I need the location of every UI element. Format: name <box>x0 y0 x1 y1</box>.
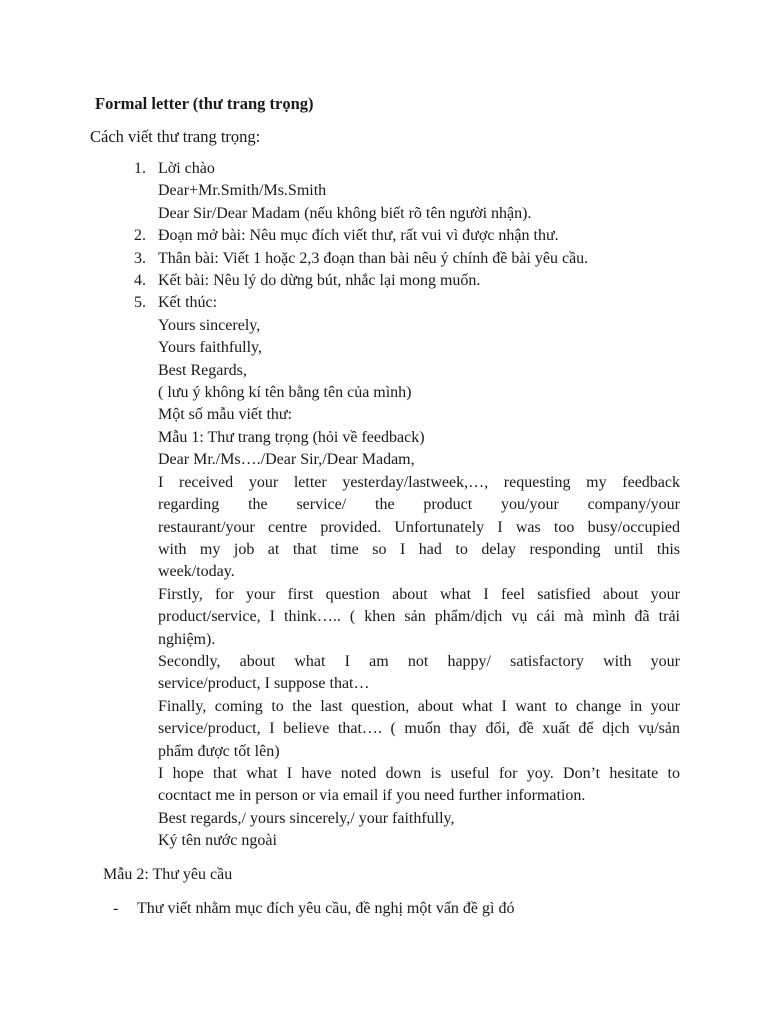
text-line: Thân bài: Viết 1 hoặc 2,3 đoạn than bài nêu ý chính đề bài yêu cầu. <box>158 249 589 267</box>
text-line: Kết bài: Nêu lý do dừng bút, nhắc lại mong muốn. <box>158 272 481 290</box>
list-item <box>120 225 680 247</box>
text-line: Yours faithfully, <box>158 339 263 357</box>
text-line: Best Regards, <box>158 361 247 379</box>
letter-paragraph <box>158 584 680 651</box>
list-item <box>120 270 680 292</box>
steps-list <box>120 158 680 853</box>
list-number: 3. <box>134 249 146 267</box>
text-line: Lời chào <box>158 160 215 177</box>
text-line: Một số mẫu viết thư: <box>158 406 292 424</box>
list-number: 1. <box>134 160 146 177</box>
list-number: 2. <box>134 227 146 245</box>
intro-text: Cách viết thư trang trọng: <box>90 127 261 146</box>
text-line: Dear Mr./Ms…./Dear Sir,/Dear Madam, <box>158 451 415 469</box>
letter-paragraph <box>158 651 680 696</box>
text-line: Yours sincerely, <box>158 316 261 334</box>
text-line: I received your letter yesterday/lastweek,…, requesting my feedback <box>158 473 680 491</box>
text-line: phẩm được tốt lên) <box>158 742 280 760</box>
text-line: Finally, coming to the last question, about what I want to change in your <box>158 697 680 715</box>
document-title: Formal letter (thư trang trọng) <box>95 94 314 113</box>
letter-paragraph <box>158 763 680 808</box>
text-line: Kết thúc: <box>158 294 218 312</box>
signature-line: Ký tên nước ngoài <box>158 832 277 850</box>
text-line: regarding the service/ the product you/your company/your <box>158 496 680 514</box>
text-line: service/product, I believe that…. ( muốn thay đổi, đề xuất để dịch vụ/sản <box>158 720 680 738</box>
text-line: ( lưu ý không kí tên bằng tên của mình) <box>158 384 412 402</box>
list-number: 5. <box>134 294 146 312</box>
text-line: with my job at that time so I had to delay responding until this <box>158 540 680 558</box>
closing-line: Best regards,/ yours sincerely,/ your faithfully, <box>158 809 455 827</box>
text-line: Firstly, for your first question about what I feel satisfied about your <box>158 585 680 603</box>
text-line: I hope that what I have noted down is useful for yoy. Don’t hesitate to <box>158 764 680 782</box>
bullet-item <box>113 898 514 920</box>
text-line: restaurant/your centre provided. Unfortunately I was too busy/occupied <box>158 518 680 536</box>
list-item <box>120 248 680 270</box>
list-item <box>120 158 680 225</box>
letter-paragraph <box>158 472 680 584</box>
text-line: Dear+Mr.Smith/Ms.Smith <box>158 182 327 200</box>
text-line: product/service, I think….. ( khen sản phẩm/dịch vụ cái mà mình đã trải <box>158 608 680 626</box>
text-line: Mẫu 1: Thư trang trọng (hỏi về feedback) <box>158 428 425 446</box>
bullet-marker: - <box>113 900 119 917</box>
text-line: service/product, I suppose that… <box>158 675 370 693</box>
text-line: cocntact me in person or via email if you need further information. <box>158 787 586 805</box>
text-line: Dear Sir/Dear Madam (nếu không biết rõ tên người nhận). <box>158 204 532 222</box>
sample-2-heading: Mẫu 2: Thư yêu cầu <box>103 866 233 883</box>
list-number: 4. <box>134 272 146 290</box>
text-line: Đoạn mở bài: Nêu mục đích viết thư, rất vui vì được nhận thư. <box>158 227 559 245</box>
text-line: Secondly, about what I am not happy/ satisfactory with your <box>158 652 680 670</box>
list-item <box>120 292 680 852</box>
text-line: week/today. <box>158 563 235 581</box>
letter-paragraph <box>158 696 680 763</box>
bullet-text: Thư viết nhằm mục đích yêu cầu, đề nghị một vấn đề gì đó <box>137 900 515 917</box>
text-line: nghiệm). <box>158 630 216 648</box>
